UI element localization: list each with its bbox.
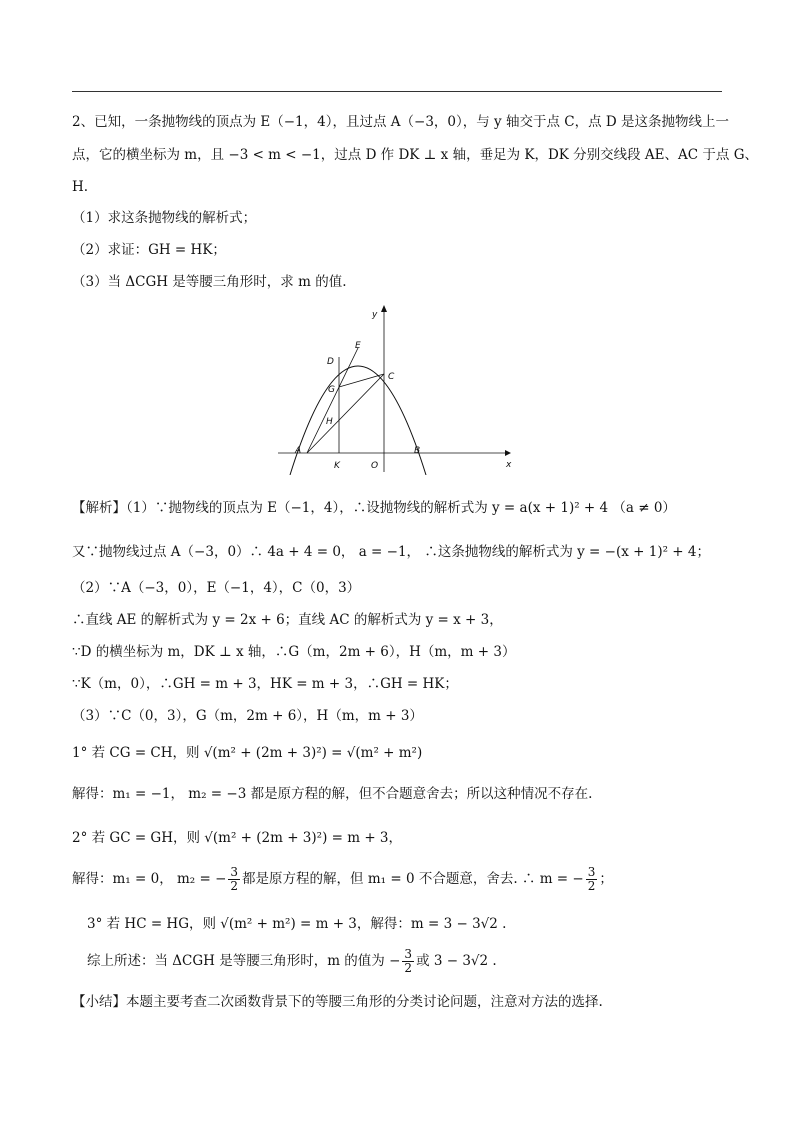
fraction-numerator: 3	[587, 865, 596, 879]
label-g: G	[328, 385, 335, 395]
solution-line-4: ∴直线 AE 的解析式为 y = 2x + 6；直线 AC 的解析式为 y = x + 3，	[72, 612, 503, 628]
case-2-text-b: 都是原方程的解，但 m₁ = 0 不合题意，舍去. ∴ m = −	[242, 871, 584, 887]
label-a: A	[295, 446, 302, 456]
fraction-denominator: 2	[587, 879, 596, 893]
label-e: E	[355, 341, 361, 351]
y-axis-arrow	[381, 305, 387, 312]
fraction-numerator: 3	[404, 947, 413, 961]
solution-line-3: （2）∵A（−3，0），E（−1，4），C（0，3）	[72, 580, 361, 596]
solution-conclusion	[87, 948, 737, 975]
solution-case-1-result: 解得：m₁ = −1， m₂ = −3 都是原方程的解，但不合题意舍去；所以这种情况不存在.	[72, 786, 593, 802]
segment-ac	[307, 374, 384, 453]
solution-case-1: 1° 若 CG = CH，则 √(m² + (2m + 3)²) = √(m² + m²)	[72, 745, 423, 761]
conclusion-text-a: 综上所述：当 ΔCGH 是等腰三角形时，m 的值为 −	[87, 953, 401, 969]
question-3: （3）当 ΔCGH 是等腰三角形时，求 m 的值.	[72, 274, 347, 290]
label-y: y	[372, 310, 378, 320]
question-1: （1）求这条抛物线的解析式；	[72, 210, 257, 226]
label-d: D	[327, 357, 334, 367]
solution-line-6: ∵K（m，0），∴GH = m + 3，HK = m + 3，∴GH = HK；	[72, 676, 458, 692]
top-rule	[72, 91, 722, 92]
solution-case-3: 3° 若 HC = HG，则 √(m² + m²) = m + 3，解得：m = 3 − 3√2 .	[87, 916, 507, 932]
fraction-three-halves-2	[586, 866, 598, 893]
fraction-denominator: 2	[230, 879, 239, 893]
label-k: K	[334, 461, 340, 471]
label-x: x	[506, 460, 512, 470]
problem-line-1: 2、已知，一条抛物线的顶点为 E（−1，4），且过点 A（−3，0），与 y 轴交于点 C，点 D 是这条抛物线上一	[72, 114, 729, 130]
label-o: O	[371, 461, 379, 471]
problem-line-3: H.	[72, 179, 89, 195]
conclusion-text-b: 或 3 − 3√2 .	[416, 953, 497, 969]
label-b: B	[414, 446, 421, 456]
case-2-text-c: ；	[599, 871, 613, 887]
label-h: H	[326, 417, 333, 427]
solution-line-1: 【解析】（1）∵抛物线的顶点为 E（−1，4），∴设抛物线的解析式为 y = a(x + 1)² + 4 （a ≠ 0）	[72, 500, 676, 516]
case-2-text-a: 解得：m₁ = 0， m₂ = −	[72, 871, 227, 887]
question-2: （2）求证：GH = HK；	[72, 242, 226, 258]
fraction-numerator: 3	[230, 865, 239, 879]
solution-case-2: 2° 若 GC = GH，则 √(m² + (2m + 3)²) = m + 3，	[72, 830, 403, 846]
solution-case-2-result	[72, 866, 722, 893]
solution-line-2: 又∵抛物线过点 A（−3，0）∴ 4a + 4 = 0， a = −1， ∴这条抛物线的解析式为 y = −(x + 1)² + 4；	[72, 544, 710, 560]
solution-line-5: ∵D 的横坐标为 m，DK ⊥ x 轴，∴G（m，2m + 6），H（m，m + 3）	[72, 644, 516, 660]
problem-line-2: 点，它的横坐标为 m，且 −3 < m < −1，过点 D 作 DK ⊥ x 轴，垂足为 K，DK 分别交线段 AE、AC 于点 G、	[72, 147, 758, 163]
parabola-figure	[270, 300, 520, 475]
fraction-three-halves-3	[402, 948, 414, 975]
parabola-curve	[290, 366, 426, 475]
label-c: C	[388, 372, 395, 382]
summary: 【小结】本题主要考查二次函数背景下的等腰三角形的分类讨论问题，注意对方法的选择.	[72, 994, 603, 1010]
solution-line-7: （3）∵C（0，3），G（m，2m + 6），H（m，m + 3）	[72, 708, 423, 724]
fraction-three-halves	[228, 866, 240, 893]
fraction-denominator: 2	[404, 961, 413, 975]
x-axis-arrow	[505, 450, 511, 456]
